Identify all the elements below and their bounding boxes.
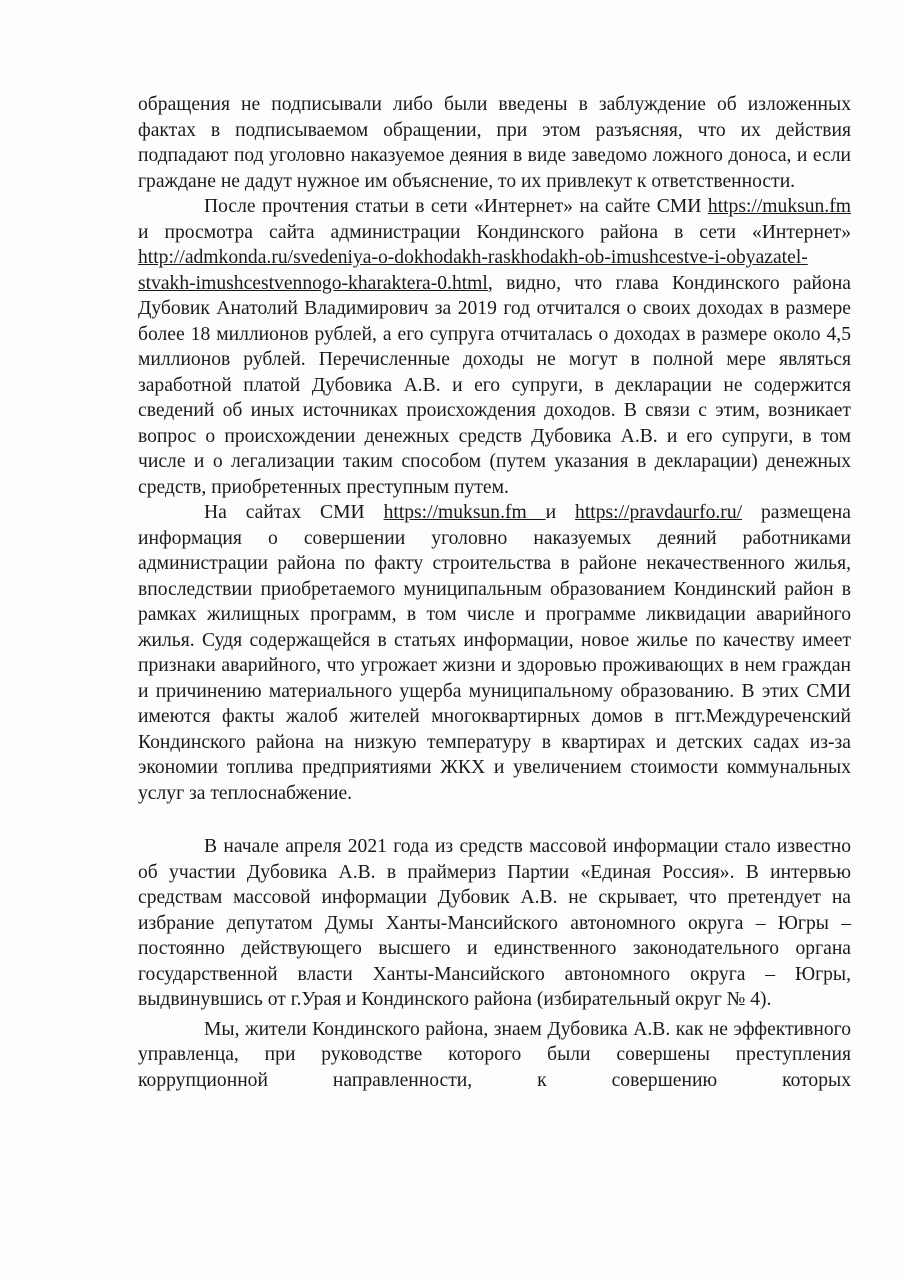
paragraph-4: В начале апреля 2021 года из средств массовой информации стало известно об участии Дубовика А.В. в праймериз Партии «Единая Россия». В интервью средствам массовой информации Дубовик А.В. не скрывает, что претендует на избрание депутатом Думы Ханты-Мансийского автономного округа – Югры – постоянно действующего высшего и единственного законодательного органа государственной власти Ханты-Мансийского автономного округа – Югры, выдвинувшись от г.Урая и Кондинского района (избирательный округ № 4). <box>138 836 851 1010</box>
paragraph-2 <box>138 194 851 500</box>
paragraph-3-text-end: размещена информация о совершении уголовно наказуемых деяний работниками администрации района по факту строительства в районе некачественного жилья, впоследствии приобретаемого муниципальным образованием Кондинский район в рамках жилищных программ, в том числе и программе ликвидации аварийного жилья. Судя содержащейся в статьях информации, новое жилье по качеству имеет признаки аварийного, что угрожает жизни и здоровью проживающих в нем граждан и причинению материального ущерба муниципальному образованию. В этих СМИ имеются факты жалоб жителей многоквартирных домов в пгт.Междуреченский Кондинского района на низкую температуру в квартирах и детских садах из-за экономии топлива предприятиями ЖКХ и увеличением стоимости коммунальных услуг за теплоснабжение. <box>138 502 851 804</box>
muksun-link[interactable]: https://muksun.fm <box>707 196 851 217</box>
admkonda-link[interactable]: http://admkonda.ru/svedeniya-o-dokhodakh-raskhodakh-ob-imushcestve-i-obyazatel-stvakh-imushcestvennogo-kharaktera-0.html <box>138 247 808 294</box>
paragraph-5: Мы, жители Кондинского района, знаем Дубовика А.В. как не эффективного управленца, при руководстве которого были совершены преступления коррупционной направленности, к совершению которых <box>138 1018 851 1091</box>
paragraph-3 <box>138 500 851 806</box>
pravdaurfo-link[interactable]: https://pravdaurfo.ru/ <box>575 502 743 523</box>
muksun-link-2[interactable]: https://muksun.fm <box>383 502 546 523</box>
document-body <box>138 92 851 1093</box>
paragraph-3-text-start: На сайтах СМИ <box>204 502 384 523</box>
paragraph-1: обращения не подписывали либо были введены в заблуждение об изложенных фактах в подписываемом обращении, при этом разъясняя, что их действия подпадают под уголовно наказуемое деяния в виде заведомо ложного доноса, и если граждане не дадут нужное им объяснение, то их привлекут к ответственности. <box>138 94 851 192</box>
paragraph-2-text-start: После прочтения статьи в сети «Интернет» на сайте СМИ <box>204 196 708 217</box>
paragraph-2-text-end: , видно, что глава Кондинского района Дубовик Анатолий Владимирович за 2019 год отчитался о своих доходах в размере более 18 миллионов рублей, а его супруга отчиталась о доходах в размере около 4,5 миллионов рублей. Перечисленные доходы не могут в полной мере являться заработной платой Дубовика А.В. и его супруги, в декларации не содержится сведений об иных источниках происхождения доходов. В связи с этим, возникает вопрос о происхождении денежных средств Дубовика А.В. и его супруги, в том числе и о легализации таким способом (путем указания в декларации) денежных средств, приобретенных преступным путем. <box>138 272 851 498</box>
paragraph-3-text-middle: и <box>545 502 576 523</box>
paragraph-2-text-middle: и просмотра сайта администрации Кондинского района в сети «Интернет» <box>138 221 851 243</box>
